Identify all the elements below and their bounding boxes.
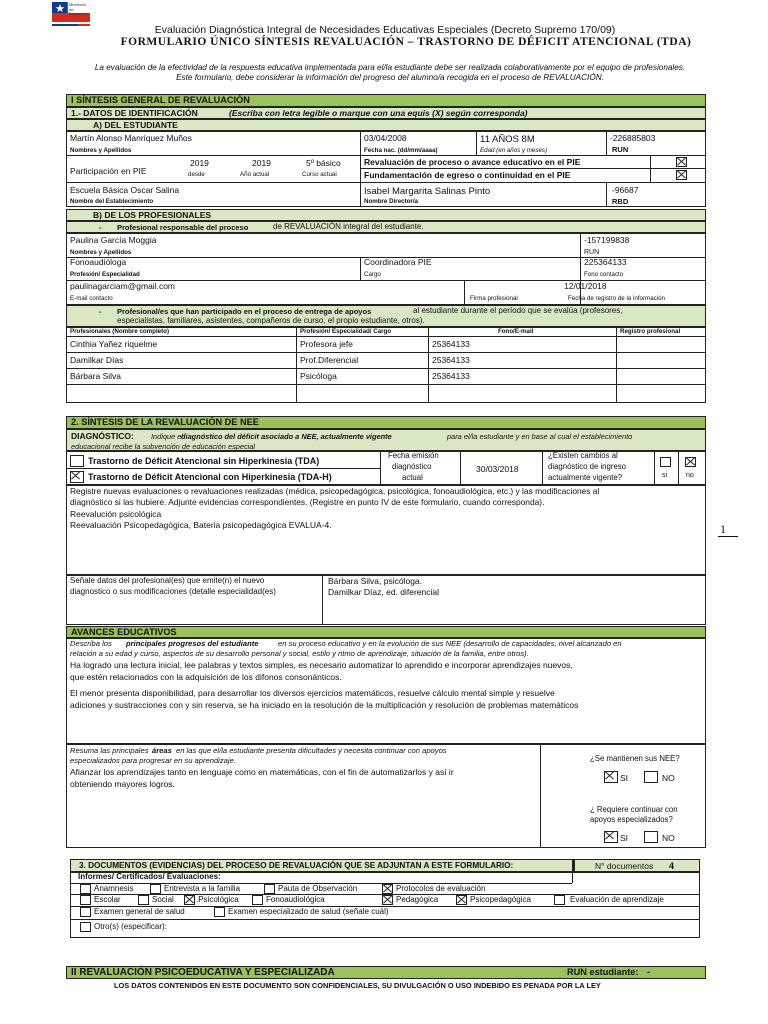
student-birthdate: 03/04/2008 <box>364 133 407 143</box>
areas-hint-a: Resuma las principales <box>70 746 149 755</box>
cambios-label-1: ¿Existen cambios al <box>548 451 618 460</box>
resp-cargo: Coordinadora PIE <box>364 257 432 267</box>
current-year-label: Año actual <box>240 171 270 178</box>
fono-checkbox[interactable] <box>252 895 263 905</box>
psicologica-checkbox[interactable] <box>184 895 195 905</box>
intro-text <box>40 63 740 83</box>
resp-date: 12/01/2018 <box>564 281 607 291</box>
eval-aprendizaje-label: Evaluación de aprendizaje <box>570 895 664 904</box>
pedagogica-label: Pedagógica <box>396 895 439 904</box>
avances-title: AVANCES EDUCATIVOS <box>71 627 177 637</box>
escolar-label: Escolar <box>94 895 121 904</box>
participant-phone: 25364133 <box>432 339 470 349</box>
diagnosing-professional-2: Damilkar Díaz, ed. diferencial <box>328 587 440 597</box>
section-3-title: 3. DOCUMENTOS (EVIDENCIAS) DEL PROCESO DE REVALUACIÓN QUE SE ADJUNTAN A ESTE FORMULARIO: <box>79 861 514 870</box>
estudiante-title: A) DEL ESTUDIANTE <box>93 120 178 130</box>
doc-count-label: N° documentos <box>595 861 654 871</box>
participant-name: Damilkar Días <box>70 355 124 365</box>
diagnosing-professional-1: Bárbara Silva, psicóloga. <box>328 576 423 586</box>
diagnostico-hint-c: para el/la estudiante y en base al cual el establecimiento <box>447 432 633 441</box>
resp-phone-label: Fono contacto <box>584 271 624 278</box>
resp-name-label: Nombres y Apellidos <box>70 249 132 256</box>
resp-profession: Fonoaudióloga <box>70 257 127 267</box>
senale-instructions: Señale datos del profesional(es) que emite(n) el nuevo diagnostico o sus modificaciones (detalle especialidad(es) <box>70 576 276 596</box>
student-birthdate-label: Fecha nac. (dd/mm/aaaa) <box>364 147 438 154</box>
page-number-underline <box>718 536 738 537</box>
resp-name: Paulina García Moggia <box>70 235 157 245</box>
student-age-label: Edad (en años y meses) <box>480 147 548 154</box>
avances-header <box>66 626 706 638</box>
responsable-label: Profesional responsable del proceso <box>117 223 249 232</box>
participant-name: Cinthia Yañez riquelme <box>70 339 158 349</box>
social-checkbox[interactable] <box>138 895 149 905</box>
tda-checkbox[interactable] <box>70 455 84 467</box>
datos-header <box>66 107 706 119</box>
profesionales-header <box>66 209 706 221</box>
progress-paragraph-2-line-1: El menor presenta disponibilidad, para desarrollar los diversos ejercicios matemáticos, resuelve cálculo mental simple y resuelve <box>70 688 555 698</box>
social-label: Social <box>152 895 174 904</box>
responsable-header: - Profesional responsable del proceso de REVALUACIÓN integral del estudiante. <box>66 221 706 233</box>
student-name: Martín Alonso Manriquez Muños <box>70 133 192 143</box>
tdah-checkbox[interactable] <box>70 471 84 483</box>
resp-phone: 225364133 <box>584 257 627 267</box>
diagnostico-label: DIAGNÓSTICO: <box>71 431 134 441</box>
participant-name: Bárbara Silva <box>70 371 122 381</box>
current-year: 2019 <box>252 158 271 168</box>
participant-role: Prof.Diferencial <box>300 355 359 365</box>
section-1-header <box>66 94 706 107</box>
avances-hint-a: Describa los <box>70 639 112 648</box>
form-title: FORMULARIO ÚNICO SÍNTESIS REVALUACIÓN – TRASTORNO DE DÉFICIT ATENCIONAL (TDA) <box>120 36 692 48</box>
fecha-emision-value: 30/03/2018 <box>476 464 519 474</box>
section-ii-run-label: RUN estudiante: <box>567 967 639 977</box>
resp-profession-label: Profesión/ Especialidad <box>70 271 140 278</box>
progress-paragraph-2-line-2: adiciones y sustracciones con y sin reserva, se ha iniciado en la resolución de la multiplicación y resolución de problemas matemáticos <box>70 700 579 710</box>
logo-text: Ministerio de Educación <box>69 2 88 16</box>
section-2-title: 2. SÍNTESIS DE LA REVALUACIÓN DE NEE <box>71 417 259 427</box>
cambios-no-checkbox[interactable] <box>685 457 696 467</box>
datos-hint: (Escriba con letra legible o marque con una equis (X) según corresponda) <box>229 108 528 118</box>
section-ii-run-value: - <box>647 967 651 977</box>
datos-title: 1.- DATOS DE IDENTIFICACIÓN <box>71 108 198 118</box>
school-rbd: -96687 <box>612 185 639 195</box>
pie-label: Participación en PIE <box>70 166 147 176</box>
cambios-label-2: diagnóstico de ingreso <box>548 462 627 471</box>
examen-especializado-label: Examen especializado de salud (señale cuál) <box>228 907 389 916</box>
nee-no-label: NO <box>662 773 675 783</box>
psicologica-label: .Psicológica <box>196 895 239 904</box>
avances-hint-line2: relación a su edad y curso, aspectos de su desarrollo personal y social, estilo y ritmo de aprendizaje, situación de la familia, entre otros). <box>70 649 529 658</box>
cambios-no-label: no <box>686 472 694 479</box>
tda-label: Trastorno de Déficit Atencional sin Hiperkinesia (TDA) <box>88 456 320 466</box>
resp-email: paulinagarciam@gmail.com <box>70 281 176 291</box>
diagnostico-header <box>66 429 706 451</box>
intro-line-1: La evaluación de la efectividad de la respuesta educativa implementada para el/la estudiante debe ser realizada colaborativamente por el equipo de profesionales. <box>94 63 686 72</box>
header-decree: Evaluación Diagnóstica Integral de Necesidades Educativas Especiales (Decreto Supremo 170/09) <box>154 24 616 36</box>
entrevista-checkbox[interactable] <box>150 884 161 894</box>
current-grade: 5º básico <box>306 158 341 168</box>
form-body <box>66 94 706 992</box>
responsable-label-rest: de REVALUACIÓN integral del estudiante. <box>273 222 424 231</box>
page-number: 1 <box>720 522 726 536</box>
tdah-label: Trastorno de Déficit Atencional con Hiperkinesia (TDA-H) <box>88 472 332 482</box>
estudiante-header <box>66 119 706 131</box>
examen-salud-label: Examen general de salud <box>94 907 185 916</box>
apoyos-si-checkbox[interactable] <box>604 831 618 843</box>
intro-line-2: Este formulario, debe considerar la información del progreso del alumno/a recogida en el proceso de REVALUACIÓN. <box>176 73 604 82</box>
participants-header-name: Profesionales (Nombre completo) <box>70 328 170 335</box>
diagnostico-hint-b: diagnóstico del déficit asociado a NEE, actualmente vigente <box>181 432 392 441</box>
examen-especializado-checkbox[interactable] <box>214 907 225 917</box>
participant-role: Psicóloga <box>300 371 337 381</box>
cambios-si-label: si <box>662 472 668 479</box>
director-label: Nombre Director/a <box>364 198 418 205</box>
examen-salud-checkbox[interactable] <box>80 907 91 917</box>
escolar-checkbox[interactable] <box>80 895 91 905</box>
fecha-emision-label-2: diagnóstico <box>392 462 432 471</box>
psicopedagogica-checkbox[interactable] <box>456 895 467 905</box>
eval-aprendizaje-checkbox[interactable] <box>554 895 565 905</box>
participantes-header: - Profesional/es que han participado en el proceso de entrega de apoyos al estudiante durante el período que se evalúa (profesores, especialistas, familiares, asistentes, compañeros de curso, el propio estudiante, otros). <box>66 305 706 327</box>
school-name-label: Nombre del Establecimiento <box>70 198 154 205</box>
pauta-label: Pauta de Observación <box>278 884 358 893</box>
participants-header-phone: Fono/E-mail <box>498 328 534 335</box>
profesionales-title: B) DE LOS PROFESIONALES <box>93 210 212 220</box>
student-run: -226885803 <box>610 133 656 143</box>
participantes-label-line2: especialistas, familiares, asistentes, compañeros de curso, el propio estudiante, otros). <box>117 316 425 325</box>
option-revaluation: Revaluación de proceso o avance educativo en el PIE <box>364 157 581 167</box>
registre-instructions: Registre nuevas evaluaciones o revaluaciones realizadas (médica, psicopedagógica, psicológica, fonoaudiológica, etc.) y las modificaciones al diagnóstico si las hubiere. Adjunte evidencias correspondientes. (Registre en punto IV de este formulario, cuando corresponda). <box>70 486 600 507</box>
progress-paragraph-1-line-1: Ha logrado una lectura inicial, lee palabras y textos simples, es necesario automatizar lo aprendido e incorporar aprendizajes nuevos, <box>70 660 573 670</box>
diagnostico-hint-line2: educacional recibe la subvención de educación especial <box>71 442 256 451</box>
participant-phone: 25364133 <box>432 355 470 365</box>
areas-hint-b: áreas <box>152 746 172 755</box>
section-ii-title: II REVALUACIÓN PSICOEDUCATIVA Y ESPECIALIZADA <box>71 967 335 978</box>
participantes-label: Profesional/es que han participado en el proceso de entrega de apoyos <box>117 307 372 316</box>
participants-header-registry: Registro profesional <box>620 328 681 335</box>
apoyos-no-checkbox[interactable] <box>644 831 658 843</box>
resp-run-label: RUN <box>584 249 600 256</box>
otros-label: Otro(s) (especificar): <box>94 922 167 931</box>
evaluation-2: Reevaluación Psicopedagógica, Bateria psicopedagógica EVALUA-4. <box>70 520 332 530</box>
cambios-label-3: actualmente vigente? <box>548 473 623 482</box>
participantes-label-rest: al estudiante durante el período que se evalúa (profesores, <box>413 306 623 315</box>
apoyos-no-label: NO <box>662 833 675 843</box>
cambios-si-checkbox[interactable] <box>660 457 671 467</box>
confidentiality-footer: LOS DATOS CONTENIDOS EN ESTE DOCUMENTO SON CONFIDENCIALES, SU DIVULGACIÓN O USO INDEBIDO ES PENADA POR LA LEY <box>114 981 601 990</box>
school-rbd-label: RBD <box>612 197 629 206</box>
nee-si-label: SI <box>620 773 629 783</box>
otros-checkbox[interactable] <box>80 922 91 932</box>
nee-si-checkbox[interactable] <box>604 771 618 783</box>
fecha-emision-label-1: Fecha emisión <box>388 451 439 460</box>
participants-table <box>66 327 706 403</box>
resp-date-label: Fecha de registro de la información <box>568 295 665 302</box>
apoyos-question-line-1: ¿ Requiere continuar con <box>590 805 678 814</box>
progress-paragraph-1-line-2: que estén relacionados con la adquisición de los difonos consonánticos. <box>70 672 342 682</box>
resp-run: -157199838 <box>584 235 630 245</box>
pie-since: 2019 <box>190 158 209 168</box>
participants-header-role: Profesión/ Especialidad/ Cargo <box>300 328 392 335</box>
avances-hint-c: en su proceso educativo y en la evolución de sus NEE (desarrollo de capacidades, nivel alcanzado en <box>278 639 622 648</box>
section-3-header <box>70 859 574 872</box>
resp-signature-label: Firma profesional <box>470 295 518 302</box>
student-run-label: RUN <box>612 145 629 154</box>
pauta-checkbox[interactable] <box>264 884 275 894</box>
fecha-emision-label-3: actual <box>402 473 423 482</box>
fono-label: Fonoaudiológica <box>266 895 325 904</box>
section-1-title: I SÍNTESIS GENERAL DE REVALUACIÓN <box>71 95 250 105</box>
psicopedagogica-label: Psicopedagógica <box>470 895 531 904</box>
areas-hint-c: en las que el/la estudiante presenta dificultades y necesita continuar con apoyos <box>176 746 447 755</box>
avances-hint-b: principales progresos del estudiante <box>126 639 259 648</box>
areas-hint-line2: especializados para progresar en su aprendizaje. <box>70 756 236 765</box>
informes-label: Informes/ Certificados/ Evaluaciones: <box>78 872 221 881</box>
pie-since-label: desde <box>188 171 205 178</box>
nee-no-checkbox[interactable] <box>644 771 658 783</box>
apoyos-question-line-2: apoyos especializados? <box>590 815 673 824</box>
participant-phone: 25364133 <box>432 371 470 381</box>
diagnostico-hint-a: Indique el <box>151 432 184 441</box>
entrevista-label: Entrevista a la familia <box>164 884 241 893</box>
anamnesis-label: Anamnesis <box>94 884 134 893</box>
student-age: 11 AÑOS 8M <box>480 134 535 145</box>
evaluation-1: Reevalución psicológica <box>70 509 162 519</box>
student-name-label: Nombres y Apellidos <box>70 147 132 154</box>
school-name: Escuela Básica Oscar Salina <box>70 185 180 195</box>
resp-email-label: E-mail contacto <box>70 295 113 302</box>
section-2-header <box>66 416 706 429</box>
protocolos-label: Protocolos de evaluación <box>396 884 486 893</box>
ministry-logo <box>52 2 104 46</box>
anamnesis-checkbox[interactable] <box>80 884 91 894</box>
option-egreso-checkbox[interactable] <box>676 170 687 180</box>
section-ii-header <box>66 966 706 979</box>
doc-count-value: 4 <box>669 861 675 871</box>
participant-role: Profesora jefe <box>300 339 353 349</box>
pedagogica-checkbox[interactable] <box>382 895 393 905</box>
protocolos-checkbox[interactable] <box>382 884 393 894</box>
doc-count-box <box>574 859 700 872</box>
apoyos-si-label: SI <box>620 833 629 843</box>
areas-text-2: obteniendo mayores logros. <box>70 779 175 789</box>
areas-text-1: Afianzar los aprendizajes tanto en lenguaje como en matemáticas, con el fin de automatizarlos y así ir <box>70 767 454 777</box>
resp-cargo-label: Cargo <box>364 271 381 278</box>
current-grade-label: Curso actual <box>302 171 337 178</box>
option-egreso: Fundamentación de egreso o continuidad en el PIE <box>364 170 571 180</box>
director-name: Isabel Margarita Salinas Pinto <box>364 186 491 197</box>
nee-maintained-question: ¿Se mantienen sus NEE? <box>590 754 680 763</box>
option-revaluation-checkbox[interactable] <box>676 157 687 167</box>
